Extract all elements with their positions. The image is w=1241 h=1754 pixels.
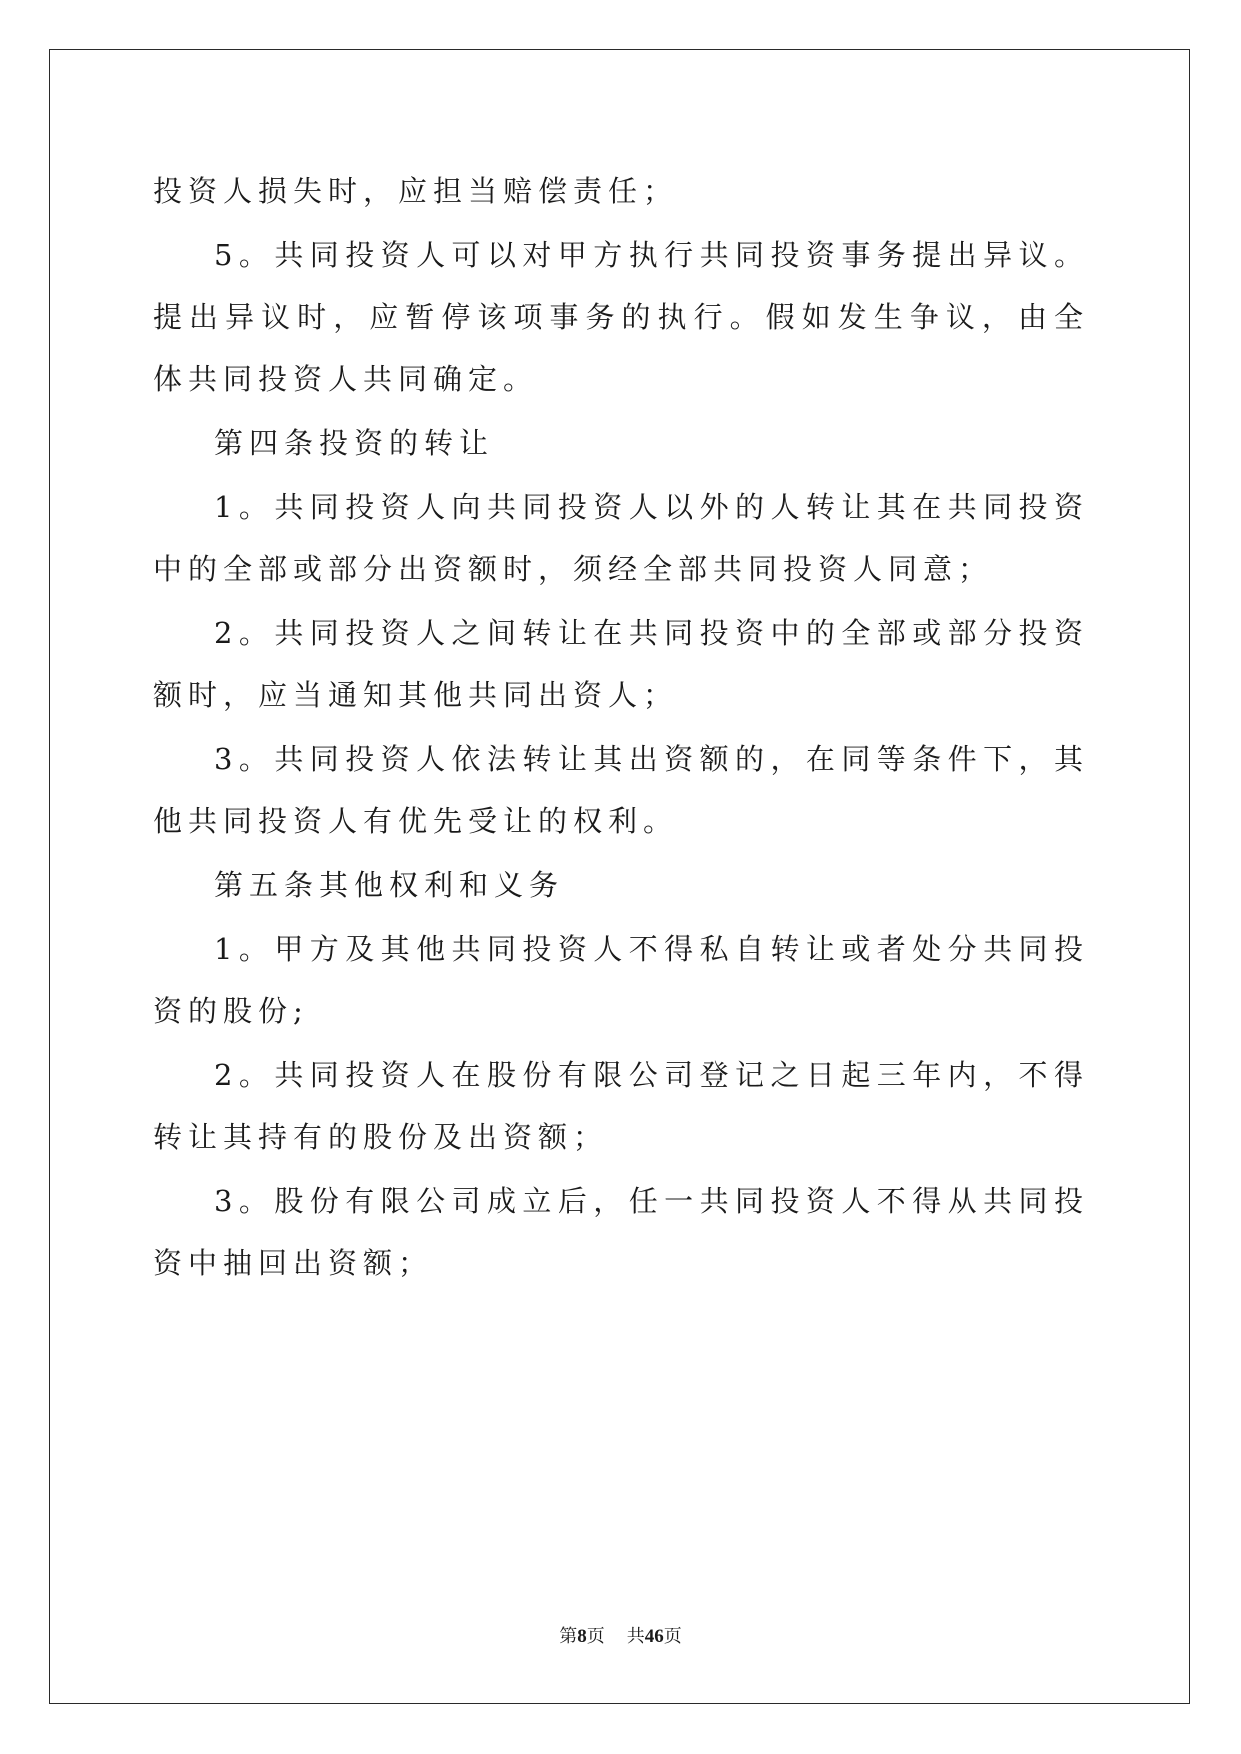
page-suffix: 页 <box>586 1626 605 1647</box>
document-body <box>153 160 1089 1296</box>
total-prefix: 共 <box>626 1626 645 1647</box>
section-heading: 第五条其他权利和义务 <box>214 868 565 902</box>
page-number: 8 <box>577 1626 587 1647</box>
paragraph: 1。共同投资人向共同投资人以外的人转让其在共同投资中的全部或部分出资额时，须经全部共同投资人同意； <box>153 490 1089 586</box>
paragraph: 2。共同投资人之间转让在共同投资中的全部或部分投资额时，应当通知其他共同出资人； <box>153 616 1089 712</box>
section-heading: 第四条投资的转让 <box>214 426 495 460</box>
page-prefix: 第 <box>559 1626 578 1647</box>
paragraph: 5。共同投资人可以对甲方执行共同投资事务提出异议。提出异议时，应暂停该项事务的执行。假如发生争议，由全体共同投资人共同确定。 <box>153 238 1089 396</box>
paragraph: 3。共同投资人依法转让其出资额的，在同等条件下，其他共同投资人有优先受让的权利。 <box>153 742 1089 838</box>
paragraph: 2。共同投资人在股份有限公司登记之日起三年内，不得转让其持有的股份及出资额； <box>153 1058 1089 1154</box>
total-suffix: 页 <box>663 1626 682 1647</box>
total-pages: 46 <box>644 1626 664 1647</box>
page-footer <box>0 1622 1241 1648</box>
paragraph: 1。甲方及其他共同投资人不得私自转让或者处分共同投资的股份; <box>153 932 1089 1028</box>
paragraph: 3。股份有限公司成立后，任一共同投资人不得从共同投资中抽回出资额； <box>153 1184 1089 1280</box>
paragraph: 投资人损失时，应担当赔偿责任； <box>153 174 679 208</box>
